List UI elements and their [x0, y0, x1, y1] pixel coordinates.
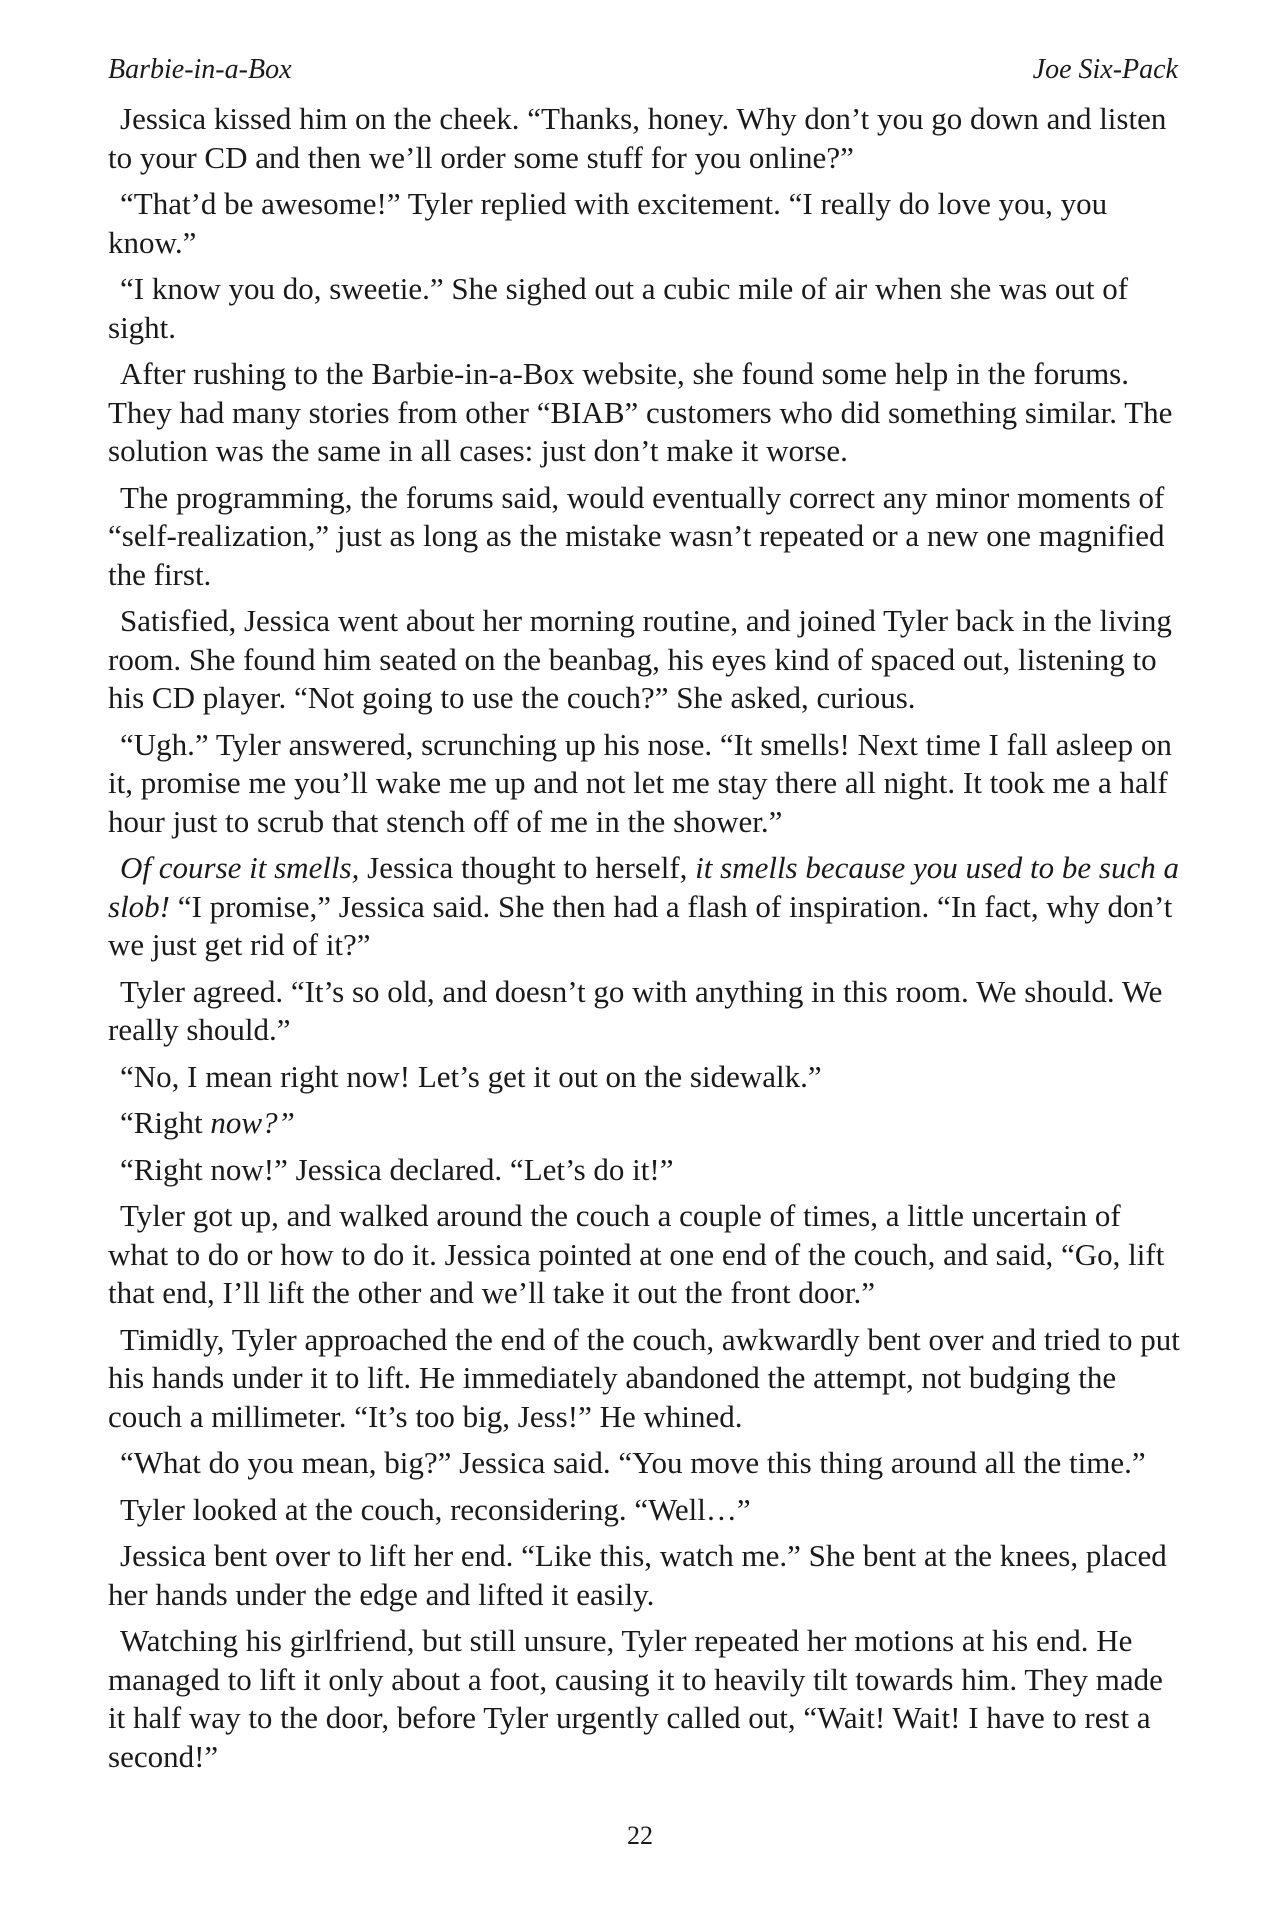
page-number: 22 — [627, 1821, 653, 1850]
paragraph: “Ugh.” Tyler answered, scrunching up his nose. “It smells! Next time I fall asleep on it, promise me you’ll wake me up and not let me stay there all night. It took me a half hour just to scrub that stench off of me in the shower.” — [108, 726, 1172, 839]
header-book-title: Barbie-in-a-Box — [108, 54, 292, 85]
italic-emphasis: now?” — [210, 1105, 295, 1140]
italic-thought: it smells because you used to be such a slob! — [108, 850, 1179, 924]
paragraph: “I know you do, sweetie.” She sighed out a cubic mile of air when she was out of sight. — [108, 271, 1129, 345]
paragraph: Jessica kissed him on the cheek. “Thanks, honey. Why don’t you go down and listen to your CD and then we’ll order some stuff for you online?” — [108, 101, 1167, 175]
text-run: “I promise,” Jessica said. She then had a flash of inspiration. “In fact, why don’t we just get rid of it?” — [108, 888, 1173, 962]
paragraph: Tyler agreed. “It’s so old, and doesn’t go with anything in this room. We should. We really should.” — [108, 973, 1163, 1047]
italic-thought: Of course it smells, — [120, 850, 360, 885]
paragraph: “What do you mean, big?” Jessica said. “You move this thing around all the time.” — [120, 1445, 1146, 1480]
paragraph: Timidly, Tyler approached the end of the couch, awkwardly bent over and tried to put his hands under it to lift. He immediately abandoned the attempt, not budging the couch a millimeter. “It’s too big, Jess!” He whined. — [108, 1321, 1180, 1434]
paragraph — [108, 1104, 1180, 1143]
paragraph: “Right now!” Jessica declared. “Let’s do it!” — [120, 1151, 674, 1187]
paragraph: After rushing to the Barbie-in-a-Box website, she found some help in the forums. They had many stories from other “BIAB” customers who did something similar. The solution was the same in all cases: just don’t make it worse. — [108, 356, 1173, 468]
paragraph: Jessica bent over to lift her end. “Like this, watch me.” She bent at the knees, placed her hands under the edge and lifted it easily. — [108, 1538, 1167, 1612]
paragraph: The programming, the forums said, would eventually correct any minor moments of “self-realization,” just as long as the mistake wasn’t repeated or a new one magnified the first. — [108, 479, 1165, 592]
page-body — [108, 100, 1180, 1784]
paragraph: Watching his girlfriend, but still unsure, Tyler repeated her motions at his end. He managed to lift it only about a foot, causing it to heavily tilt towards him. They made it half way to the door, before Tyler urgently called out, “Wait! Wait! I have to rest a second!” — [108, 1623, 1163, 1774]
paragraph: Satisfied, Jessica went about her morning routine, and joined Tyler back in the living room. She found him seated on the beanbag, his eyes kind of spaced out, listening to his CD player. “Not going to use the couch?” She asked, curious. — [108, 603, 1172, 715]
running-header — [108, 50, 1178, 90]
paragraph — [108, 849, 1180, 965]
paragraph: “That’d be awesome!” Tyler replied with excitement. “I really do love you, you know.” — [108, 186, 1108, 260]
header-author: Joe Six-Pack — [1032, 54, 1178, 85]
text-run: “Right — [120, 1105, 211, 1140]
paragraph: “No, I mean right now! Let’s get it out on the sidewalk.” — [120, 1058, 822, 1094]
text-run: Jessica thought to herself, — [359, 850, 696, 885]
paragraph: Tyler got up, and walked around the couch a couple of times, a little uncertain of what to do or how to do it. Jessica pointed at one end of the couch, and said, “Go, lift that end, I’ll lift the other and we’ll take it out the front door.” — [108, 1198, 1165, 1310]
paragraph: Tyler looked at the couch, reconsidering. “Well…” — [120, 1491, 751, 1527]
